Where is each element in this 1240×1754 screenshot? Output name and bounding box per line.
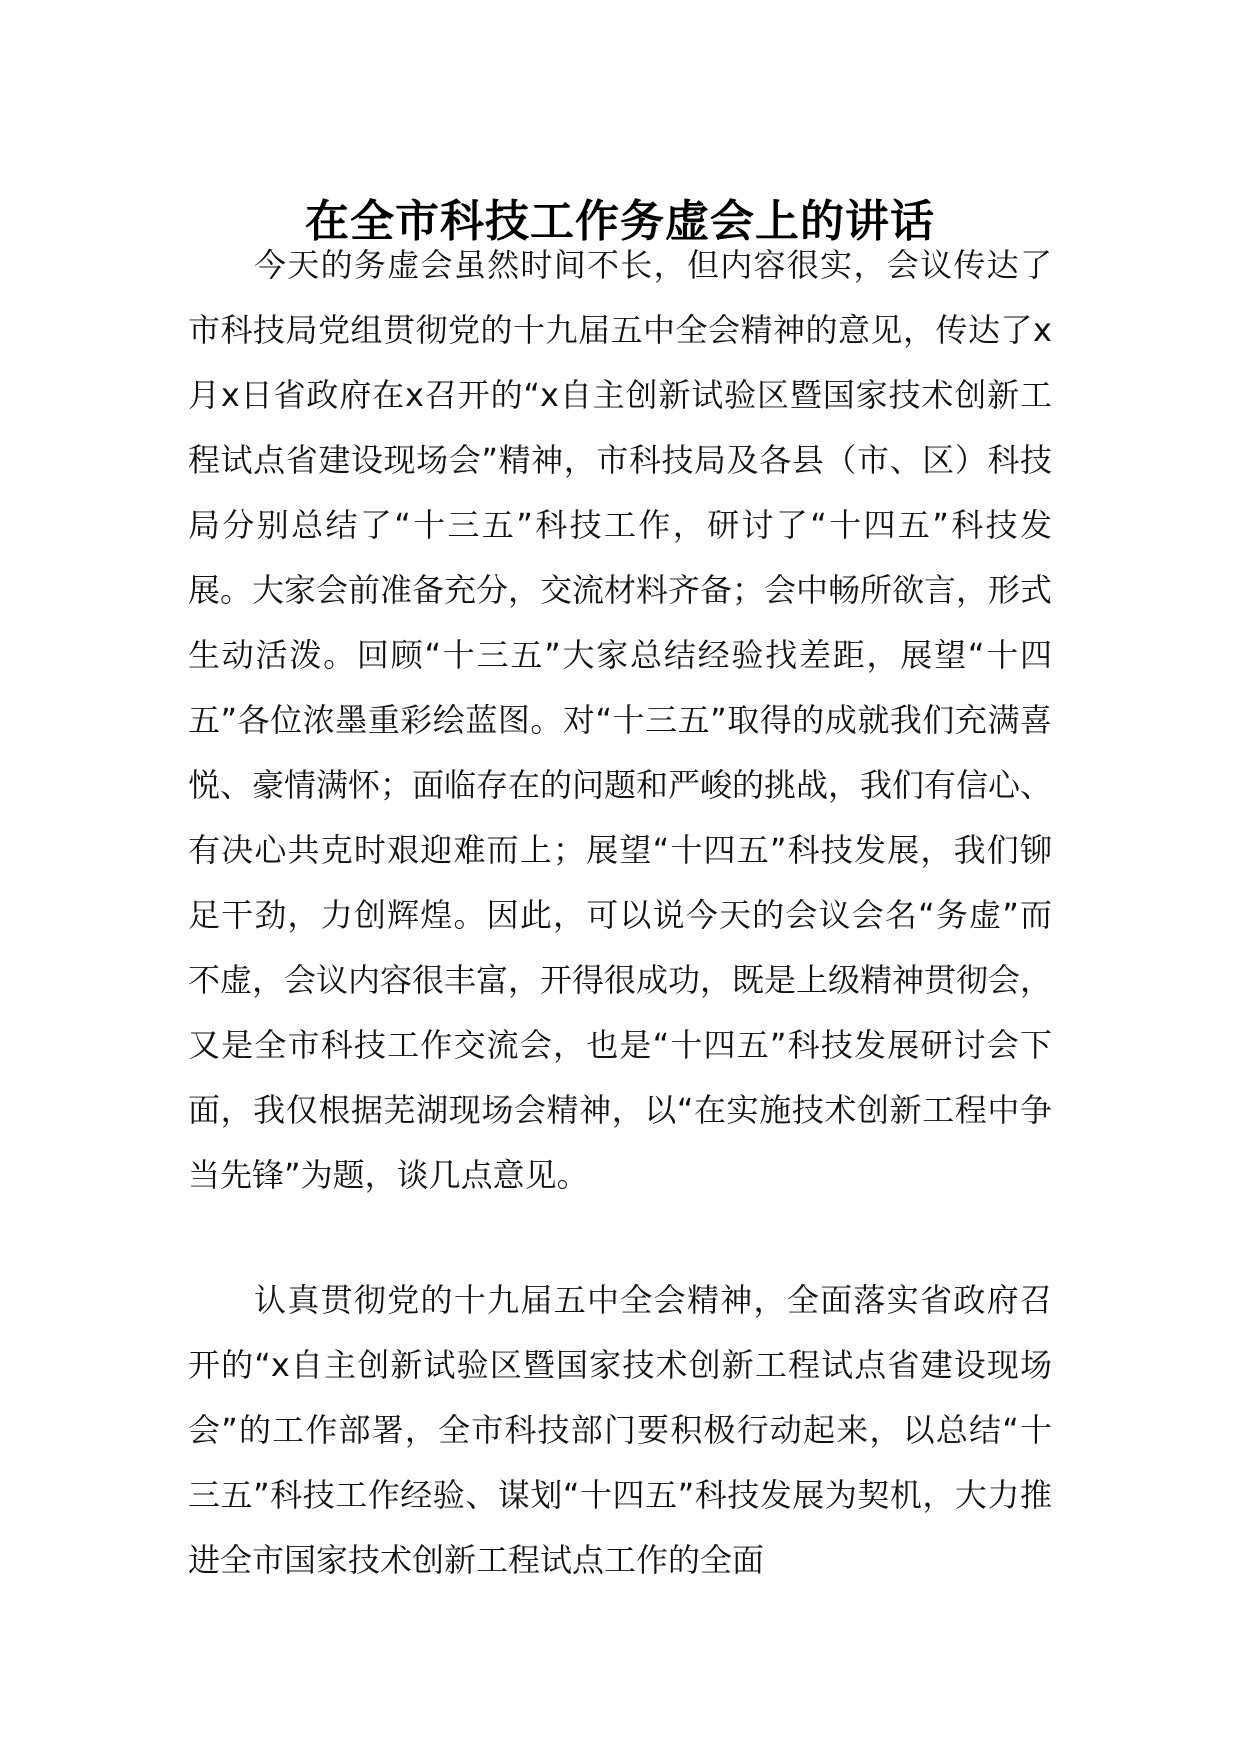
paragraph-2: 认真贯彻党的十九届五中全会精神，全面落实省政府召开的“x自主创新试验区暨国家技术创新工程试点省建设现场会”的工作部署，全市科技部门要积极行动起来，以总结“十三五”科技工作经验、谋划“十四五”科技发展为契机，大力推进全市国家技术创新工程试点工作的全面 bbox=[188, 1281, 1052, 1579]
paragraph-1: 今天的务虚会虽然时间不长，但内容很实，会议传达了市科技局党组贯彻党的十九届五中全会精神的意见，传达了x月x日省政府在x召开的“x自主创新试验区暨国家技术创新工程试点省建设现场会”精神，市科技局及各县（市、区）科技局分别总结了“十三五”科技工作，研讨了“十四五”科技发展。大家会前准备充分，交流材料齐备；会中畅所欲言，形式生动活泼。回顾“十三五”大家总结经验找差距，展望“十四五”各位浓墨重彩绘蓝图。对“十三五”取得的成就我们充满喜悦、豪情满怀；面临存在的问题和严峻的挑战，我们有信心、有决心共克时艰迎难而上；展望“十四五”科技发展，我们铆足干劲，力创辉煌。因此，可以说今天的会议会名“务虚”而不虚，会议内容很丰富，开得很成功，既是上级精神贯彻会，又是全市科技工作交流会，也是“十四五”科技发展研讨会下面，我仅根据芜湖现场会精神，以“在实施技术创新工程中争当先锋”为题，谈几点意见。 bbox=[188, 246, 1053, 1194]
document-title: 在全市科技工作务虚会上的讲话 bbox=[305, 196, 935, 248]
